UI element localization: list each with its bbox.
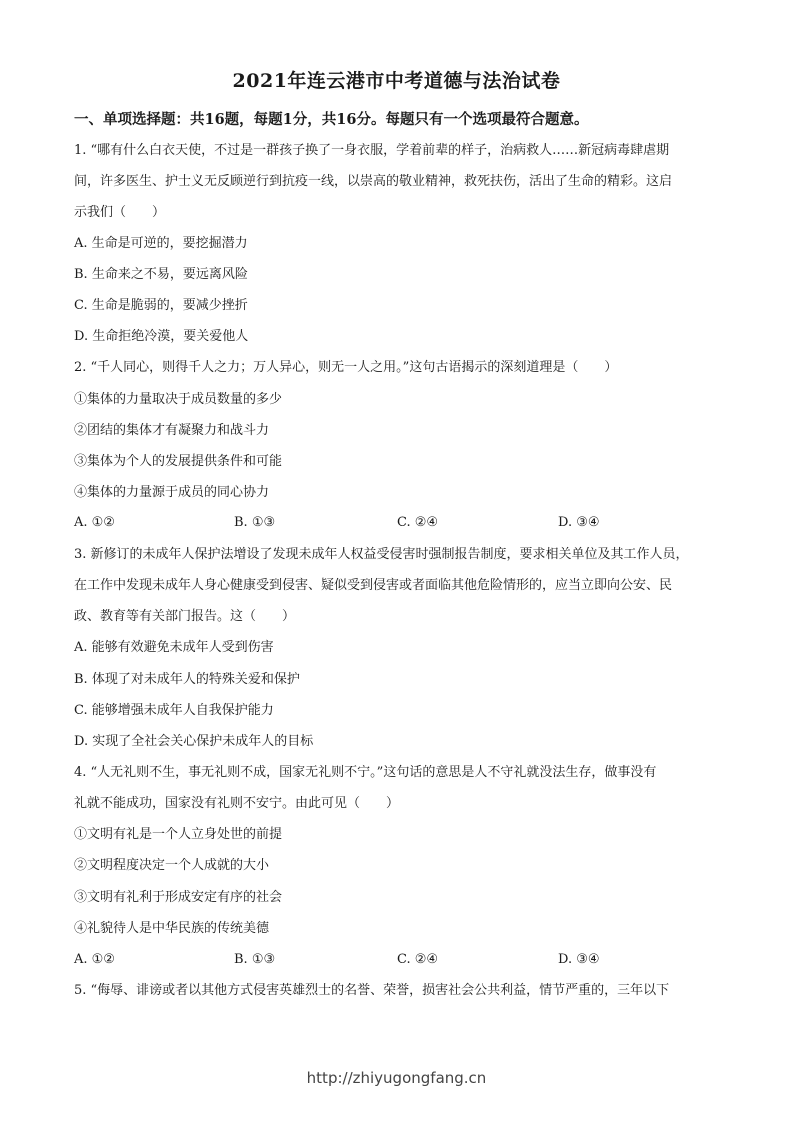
section-heading: 一、单项选择题：共16题，每题1分，共16分。每题只有一个选项最符合题意。 <box>74 111 589 128</box>
question-stem-line: 3. 新修订的未成年人保护法增设了发现未成年人权益受侵害时强制报告制度，要求相关单位及其工作人员， <box>74 547 689 562</box>
option-c: C. 能够增强未成年人自我保护能力 <box>74 703 274 718</box>
option-a: A. 生命是可逆的，要挖掘潜力 <box>74 236 248 251</box>
statement-3: ③集体为个人的发展提供条件和可能 <box>74 454 283 469</box>
footer-url: http://zhiyugongfang.cn <box>306 1069 487 1087</box>
option-b: B. 生命来之不易，要远离风险 <box>74 267 248 282</box>
question-stem-line: 间，许多医生、护士义无反顾逆行到抗疫一线，以崇高的敬业精神，救死扶伤，活出了生命的精彩。这启 <box>74 174 673 189</box>
choice-d: D. ③④ <box>558 515 600 530</box>
option-a: A. 能够有效避免未成年人受到伤害 <box>74 640 274 655</box>
statement-4: ④集体的力量源于成员的同心协力 <box>74 485 270 500</box>
choice-a: A. ①② <box>74 515 115 530</box>
question-stem-line: 1. “哪有什么白衣天使，不过是一群孩子换了一身衣服，学着前辈的样子，治病救人……新冠病毒肆虐期 <box>74 143 670 158</box>
option-d: D. 实现了全社会关心保护未成年人的目标 <box>74 734 314 749</box>
choice-d: D. ③④ <box>558 952 600 967</box>
question-stem-line: 4. “人无礼则不生，事无礼则不成，国家无礼则不宁。”这句话的意思是人不守礼就没法生存，做事没有 <box>74 765 657 780</box>
choice-a: A. ①② <box>74 952 115 967</box>
option-d: D. 生命拒绝冷漠，要关爱他人 <box>74 329 249 344</box>
statement-2: ②团结的集体才有凝聚力和战斗力 <box>74 423 270 438</box>
page-title: 2021年连云港市中考道德与法治试卷 <box>232 70 561 92</box>
statement-1: ①集体的力量取决于成员数量的多少 <box>74 392 283 407</box>
question-stem-line: 礼就不能成功，国家没有礼则不安宁。由此可见（ ） <box>74 796 400 811</box>
question-stem-line: 2. “千人同心，则得千人之力；万人异心，则无一人之用。”这句古语揭示的深刻道理是（ ） <box>74 360 618 375</box>
choice-b: B. ①③ <box>234 515 276 530</box>
choice-c: C. ②④ <box>397 952 439 967</box>
statement-2: ②文明程度决定一个人成就的大小 <box>74 858 270 873</box>
statement-1: ①文明有礼是一个人立身处世的前提 <box>74 827 283 842</box>
choice-c: C. ②④ <box>397 515 439 530</box>
statement-3: ③文明有礼利于形成安定有序的社会 <box>74 890 283 905</box>
question-stem-line: 在工作中发现未成年人身心健康受到侵害、疑似受到侵害或者面临其他危险情形的，应当立即向公安、民 <box>74 578 673 593</box>
option-c: C. 生命是脆弱的，要减少挫折 <box>74 298 248 313</box>
question-stem-line: 示我们（ ） <box>74 205 166 220</box>
choice-b: B. ①③ <box>234 952 276 967</box>
question-stem-line: 5. “侮辱、诽谤或者以其他方式侵害英雄烈士的名誉、荣誉，损害社会公共利益，情节严重的，三年以下 <box>74 983 670 998</box>
statement-4: ④礼貌待人是中华民族的传统美德 <box>74 921 270 936</box>
option-b: B. 体现了对未成年人的特殊关爱和保护 <box>74 672 300 687</box>
question-stem-line: 政、教育等有关部门报告。这（ ） <box>74 609 296 624</box>
